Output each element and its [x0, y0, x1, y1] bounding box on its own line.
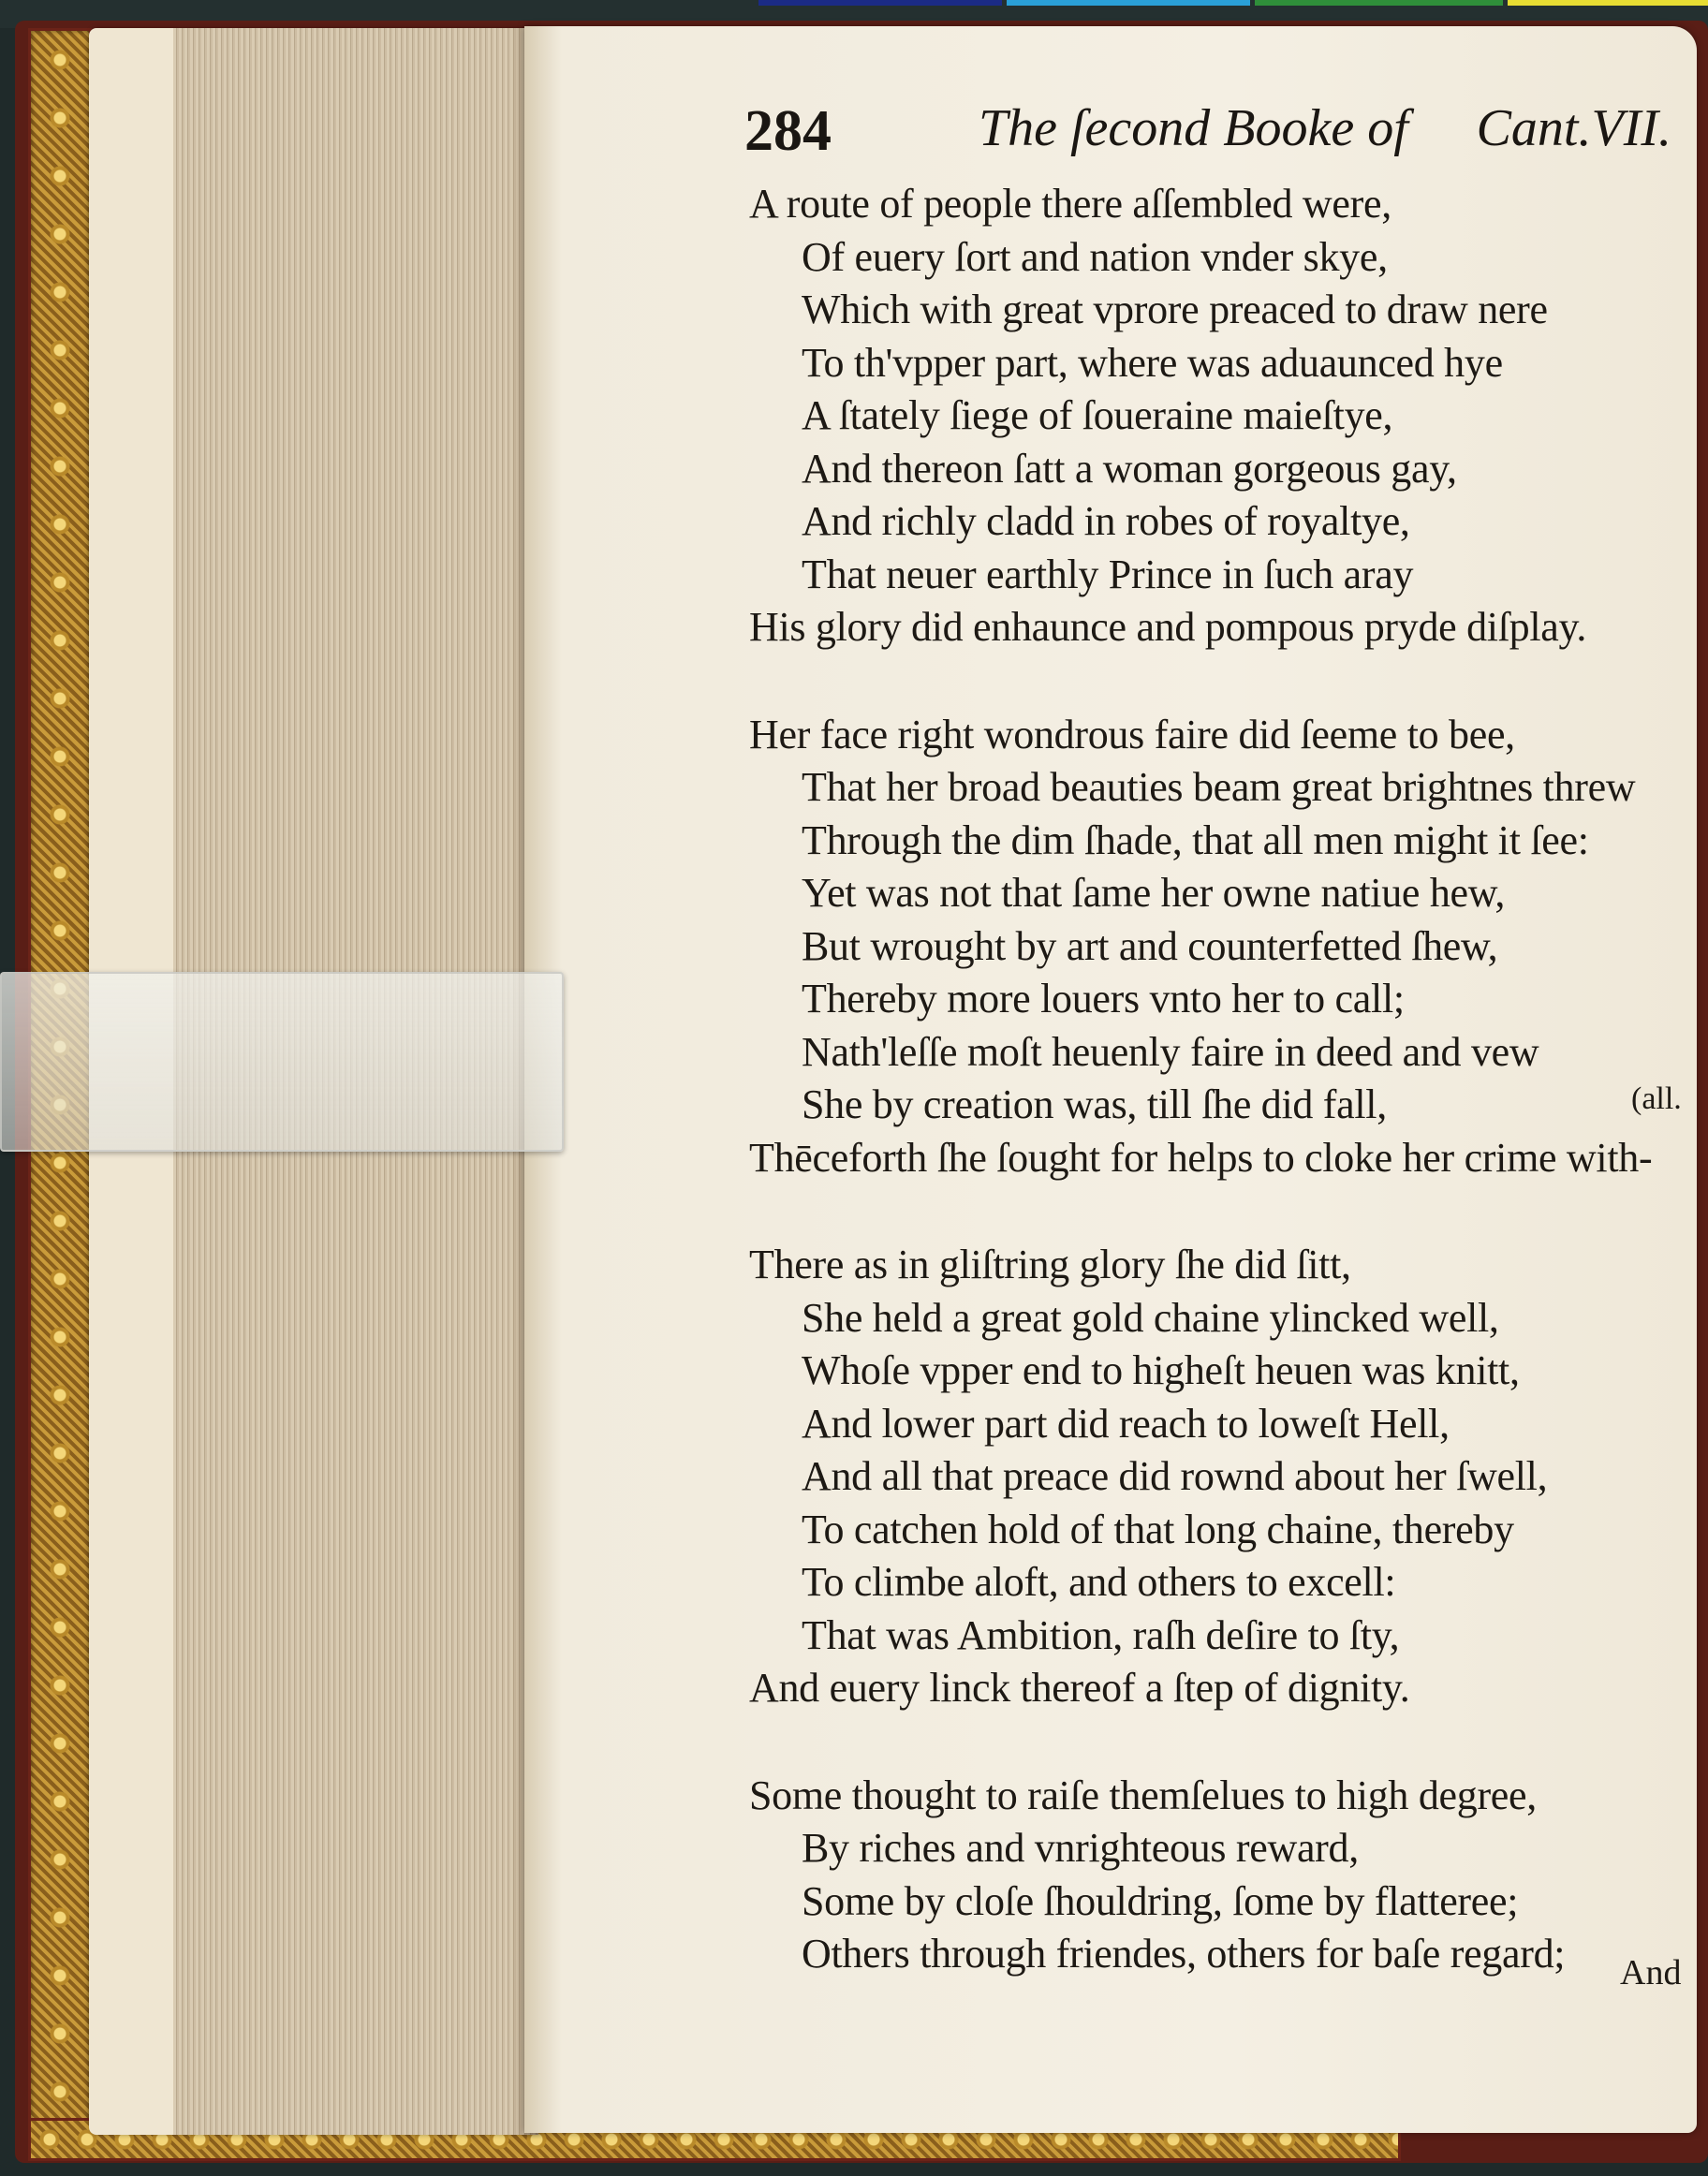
catchword: And	[1620, 1953, 1682, 1992]
verse-line: And euery linck thereof a ſtep of dignity.	[749, 1665, 1410, 1711]
color-swatch	[1255, 0, 1503, 6]
verse-line: That was Ambition, raſh deſire to ſty,	[802, 1611, 1400, 1658]
color-swatch	[1007, 0, 1250, 6]
verse-line: She held a great gold chaine ylincked well,	[802, 1294, 1499, 1341]
verse-line: And all that preace did rownd about her ſwell,	[802, 1453, 1548, 1499]
verse-line: There as in gliſtring glory ſhe did ſitt,	[749, 1242, 1351, 1287]
canto-label: Cant.VII.	[1476, 99, 1671, 157]
verse-line: And lower part did reach to loweſt Hell,	[802, 1400, 1450, 1447]
running-title: The ſecond Booke of	[979, 99, 1408, 157]
verse-line: By riches and vnrighteous reward,	[802, 1825, 1359, 1871]
verse-line: Whoſe vpper end to higheſt heuen was knitt,	[802, 1347, 1520, 1393]
color-swatch	[1508, 0, 1708, 6]
verse-line: A route of people there aſſembled were,	[749, 181, 1391, 227]
verse-line: Some by cloſe ſhouldring, ſome by flatteree;	[802, 1877, 1519, 1924]
verse-line: To climbe aloft, and others to excell:	[802, 1559, 1396, 1605]
page-number: 284	[744, 99, 832, 163]
verse-line: And richly cladd in robes of royaltye,	[802, 498, 1410, 544]
verse-line: Thereby more louers vnto her to call;	[802, 976, 1405, 1022]
stanza	[749, 709, 1686, 1185]
verse-line: She by creation was, till ſhe did fall,	[802, 1081, 1387, 1127]
verse-line: Yet was not that ſame her owne natiue hew,	[802, 870, 1506, 916]
margin-turnover: (all.	[1631, 1081, 1682, 1116]
stanza	[749, 178, 1686, 654]
verse-line: That her broad beauties beam great brightnes threw	[802, 764, 1636, 810]
verse-line: Which with great vprore preaced to draw nere	[802, 287, 1548, 332]
page-clip	[0, 972, 564, 1152]
verse-line: Through the dim ſhade, that all men might it ſee:	[802, 816, 1589, 863]
verse-line: Thēceforth ſhe ſought for helps to cloke her crime with-	[749, 1134, 1653, 1181]
stanza	[749, 1239, 1686, 1715]
verse-line: A ſtately ſiege of ſoueraine maieſtye,	[802, 392, 1393, 438]
verse-line: Some thought to raiſe themſelues to high degree,	[749, 1772, 1537, 1818]
verse-line: And thereon ſatt a woman gorgeous gay,	[802, 445, 1457, 492]
verse-line: His glory did enhaunce and pompous pryde diſplay.	[749, 604, 1587, 650]
verse-line: To th'vpper part, where was aduaunced hye	[802, 339, 1503, 386]
verse-line: Of euery ſort and nation vnder skye,	[802, 233, 1388, 280]
page-header	[744, 98, 1671, 173]
verse-line: But wrought by art and counterfetted ſhew,	[802, 922, 1498, 969]
verse-line: That neuer earthly Prince in ſuch aray	[802, 551, 1414, 597]
verse-line: Nath'leſſe moſt heuenly faire in deed and vew	[802, 1028, 1539, 1075]
stanza	[749, 1770, 1686, 1981]
color-swatch	[758, 0, 1002, 6]
verse-line: Her face right wondrous faire did ſeeme to bee,	[749, 711, 1515, 757]
poem-text	[749, 178, 1686, 2036]
verse-line: Others through friendes, others for baſe regard;	[802, 1931, 1566, 1977]
verse-line: To catchen hold of that long chaine, thereby	[802, 1506, 1514, 1552]
